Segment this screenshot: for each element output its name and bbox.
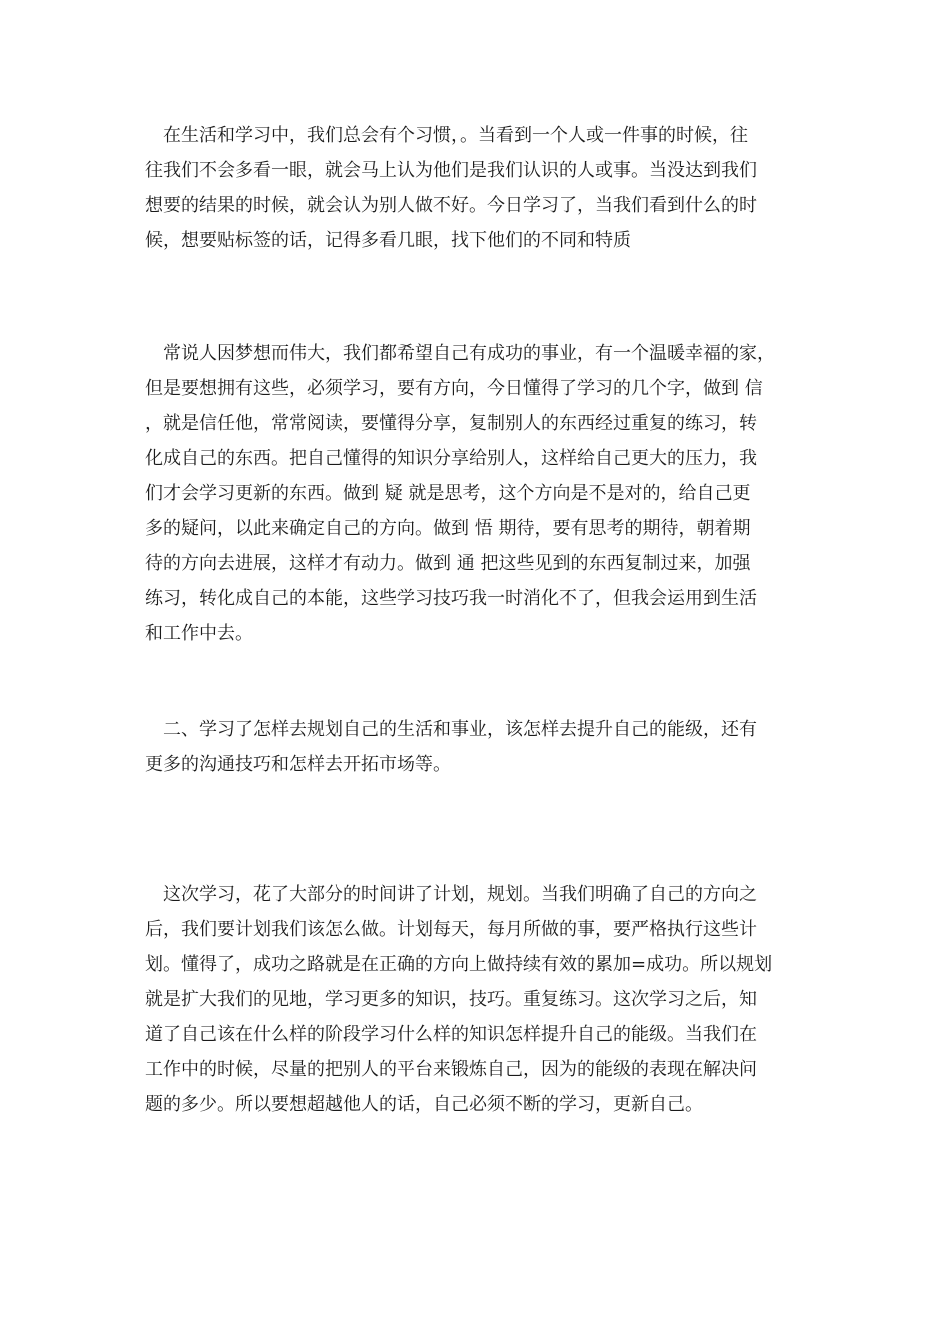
text-line: 题的多少。所以要想超越他人的话，自己必须不断的学习，更新自己。 (145, 1094, 703, 1115)
text-line: 想要的结果的时候，就会认为别人做不好。今日学习了，当我们看到什么的时 (145, 195, 757, 216)
text-line: 和工作中去。 (145, 623, 253, 644)
text-line: 往我们不会多看一眼，就会马上认为他们是我们认识的人或事。当没达到我们 (145, 160, 757, 181)
text-line: 们才会学习更新的东西。做到 疑 就是思考，这个方向是不是对的，给自己更 (145, 483, 751, 504)
text-line: 二、学习了怎样去规划自己的生活和事业，该怎样去提升自己的能级，还有 (145, 719, 757, 740)
text-line: 后，我们要计划我们该怎么做。计划每天，每月所做的事，要严格执行这些计 (145, 919, 757, 940)
text-line: 练习，转化成自己的本能，这些学习技巧我一时消化不了，但我会运用到生活 (145, 588, 757, 609)
paragraph-4 (145, 877, 815, 1122)
paragraph-2 (145, 336, 815, 651)
text-line: 候，想要贴标签的话，记得多看几眼，找下他们的不同和特质 (145, 230, 631, 251)
text-line: 多的疑问，以此来确定自己的方向。做到 悟 期待，要有思考的期待，朝着期 (145, 518, 751, 539)
text-line: 工作中的时候，尽量的把别人的平台来锻炼自己，因为的能级的表现在解决问 (145, 1059, 757, 1080)
paragraph-1 (145, 118, 815, 258)
text-line: 在生活和学习中，我们总会有个习惯，。当看到一个人或一件事的时候，往 (145, 125, 748, 146)
text-line: 但是要想拥有这些，必须学习，要有方向，今日懂得了学习的几个字，做到 信 (145, 378, 763, 399)
text-line: 道了自己该在什么样的阶段学习什么样的知识怎样提升自己的能级。当我们在 (145, 1024, 757, 1045)
text-line: 常说人因梦想而伟大，我们都希望自己有成功的事业，有一个温暖幸福的家， (145, 343, 775, 364)
text-line: 这次学习，花了大部分的时间讲了计划，规划。当我们明确了自己的方向之 (145, 884, 757, 905)
text-line: 化成自己的东西。把自己懂得的知识分享给别人，这样给自己更大的压力，我 (145, 448, 757, 469)
paragraph-3 (145, 712, 815, 782)
text-line: 待的方向去进展，这样才有动力。做到 通 把这些见到的东西复制过来，加强 (145, 553, 751, 574)
text-line: 划。懂得了，成功之路就是在正确的方向上做持续有效的累加=成功。所以规划 (145, 954, 773, 975)
text-line: ，就是信任他，常常阅读，要懂得分享，复制别人的东西经过重复的练习，转 (145, 413, 757, 434)
text-line: 更多的沟通技巧和怎样去开拓市场等。 (145, 754, 451, 775)
text-line: 就是扩大我们的见地，学习更多的知识，技巧。重复练习。这次学习之后，知 (145, 989, 757, 1010)
